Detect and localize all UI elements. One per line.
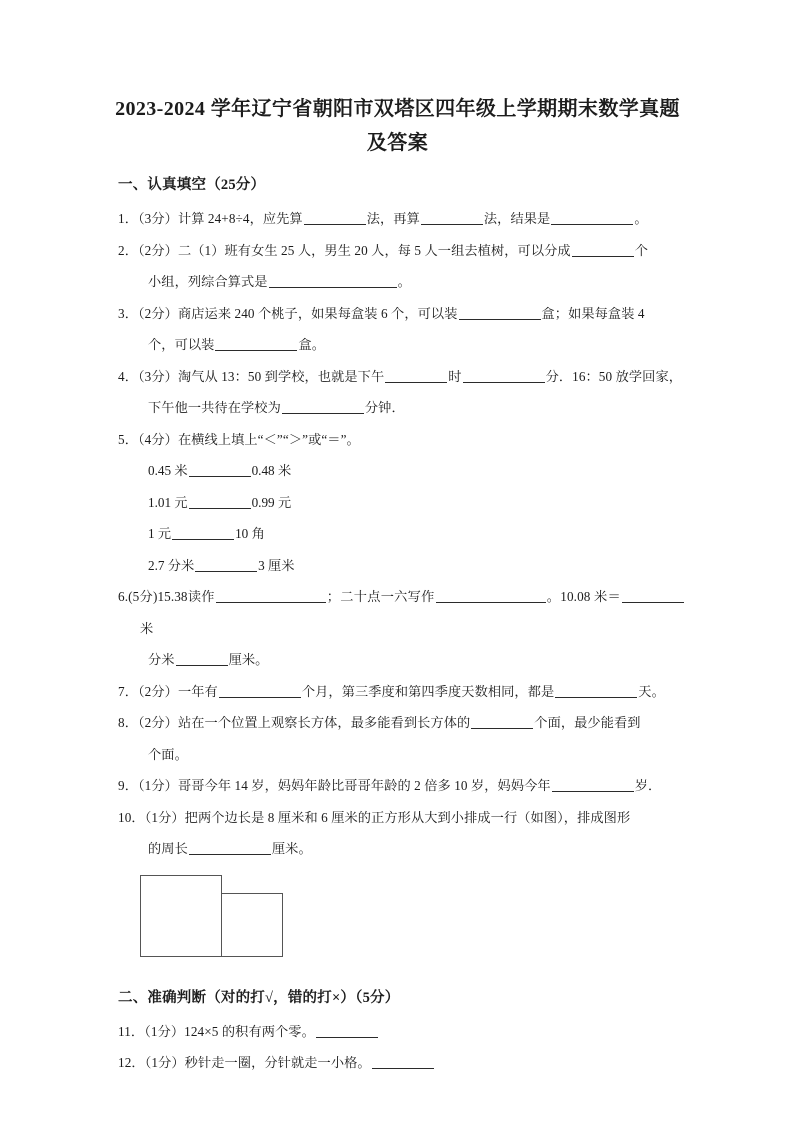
question-9-score: （1分） xyxy=(137,778,178,793)
square-large xyxy=(140,875,222,957)
question-5-text-a: 在横线上填上“＜”“＞”或“＝”。 xyxy=(177,431,360,447)
question-9-text-b: 岁． xyxy=(634,778,662,793)
question-3-score: （2分） xyxy=(137,305,178,321)
answer-blank[interactable] xyxy=(421,211,483,225)
compare-right: 3 厘米 xyxy=(258,557,295,573)
question-2-line-2 xyxy=(148,266,685,298)
question-5-compare-list xyxy=(148,455,685,581)
question-8 xyxy=(118,707,685,739)
question-8-score: （2分） xyxy=(137,715,178,730)
answer-blank[interactable] xyxy=(572,243,634,257)
compare-left: 0.45 米 xyxy=(148,463,188,478)
question-4-number: 4． xyxy=(118,368,138,384)
question-4-text-b: 时 xyxy=(448,368,462,384)
question-6 xyxy=(118,581,685,644)
compare-left: 2.7 分米 xyxy=(148,557,195,573)
answer-blank[interactable] xyxy=(304,211,366,225)
question-4-line-2 xyxy=(148,392,685,424)
question-10-text-c: 厘米。 xyxy=(271,841,312,856)
question-5 xyxy=(118,424,685,456)
answer-blank[interactable] xyxy=(189,841,271,855)
answer-blank[interactable] xyxy=(189,495,251,509)
compare-row xyxy=(148,518,685,550)
question-3-text-c: 个，可以装 xyxy=(148,337,215,352)
compare-row xyxy=(148,455,685,487)
question-11 xyxy=(118,1016,685,1048)
answer-blank[interactable] xyxy=(282,400,364,414)
answer-blank[interactable] xyxy=(372,1055,434,1069)
compare-row xyxy=(148,487,685,519)
question-9 xyxy=(118,770,685,802)
question-4 xyxy=(118,361,685,393)
question-3-text-d: 盒。 xyxy=(298,337,326,352)
question-7-score: （2分） xyxy=(137,683,178,699)
question-1-score: （3分） xyxy=(137,211,178,226)
question-7-text-a: 一年有 xyxy=(177,683,218,699)
answer-blank[interactable] xyxy=(552,778,634,792)
question-1 xyxy=(118,203,685,235)
answer-blank[interactable] xyxy=(471,715,533,729)
question-9-text-a: 哥哥今年 14 岁，妈妈年龄比哥哥年龄的 2 倍多 10 岁，妈妈今年 xyxy=(177,778,551,793)
document-content xyxy=(110,92,685,1079)
question-2-number: 2． xyxy=(118,242,138,258)
question-8-text-c: 个面。 xyxy=(148,746,188,762)
answer-blank[interactable] xyxy=(269,274,397,288)
answer-blank[interactable] xyxy=(215,337,297,351)
question-4-text-d: 下午他一共待在学校为 xyxy=(148,400,281,415)
question-3-text-a: 商店运来 240 个桃子，如果每盒装 6 个，可以装 xyxy=(177,305,458,321)
question-8-text-a: 站在一个位置上观察长方体，最多能看到长方体的 xyxy=(177,715,471,730)
question-4-text-a: 淘气从 13：50 到学校，也就是下午 xyxy=(177,368,385,384)
question-7-number: 7． xyxy=(118,683,138,699)
question-4-text-c: 分．16：50 放学回家， xyxy=(545,368,683,384)
two-squares-diagram xyxy=(140,875,300,965)
answer-blank[interactable] xyxy=(463,369,545,383)
answer-blank[interactable] xyxy=(622,589,684,603)
question-3-line-2 xyxy=(148,329,685,361)
question-12-score: （1分） xyxy=(144,1055,185,1070)
question-1-number: 1． xyxy=(118,211,138,226)
question-6-text-e: 分米 xyxy=(148,652,175,667)
answer-blank[interactable] xyxy=(189,463,251,477)
question-11-text-a: 124×5 的积有两个零。 xyxy=(184,1023,315,1039)
question-7-text-c: 天。 xyxy=(638,683,665,699)
question-2 xyxy=(118,235,685,267)
question-3-number: 3． xyxy=(118,305,138,321)
compare-row xyxy=(148,550,685,582)
question-6-text-c: 。10.08 米＝ xyxy=(546,589,621,604)
answer-blank[interactable] xyxy=(316,1024,378,1038)
question-2-text-c: 小组，列综合算式是 xyxy=(148,274,268,289)
question-6-text-d: 米 xyxy=(140,620,154,636)
question-10-figure xyxy=(132,869,685,973)
question-4-text-e: 分钟． xyxy=(364,400,405,415)
compare-right: 10 角 xyxy=(235,526,265,541)
question-8-text-b: 个面，最少能看到 xyxy=(534,715,641,730)
answer-blank[interactable] xyxy=(176,652,228,666)
question-1-text-d: 。 xyxy=(634,211,648,226)
question-2-text-b: 个 xyxy=(634,242,648,258)
answer-blank[interactable] xyxy=(216,589,326,603)
answer-blank[interactable] xyxy=(195,558,257,572)
question-2-text-a: 二（1）班有女生 25 人，男生 20 人，每 5 人一组去植树，可以分成 xyxy=(177,242,571,258)
answer-blank[interactable] xyxy=(551,211,633,225)
question-5-score: （4分） xyxy=(137,431,178,447)
answer-blank[interactable] xyxy=(436,589,546,603)
answer-blank[interactable] xyxy=(172,526,234,540)
question-7 xyxy=(118,676,685,708)
compare-left: 1 元 xyxy=(148,526,172,541)
question-11-number: 11． xyxy=(118,1023,145,1039)
question-2-score: （2分） xyxy=(137,242,178,258)
question-9-number: 9． xyxy=(118,778,138,793)
compare-left: 1.01 元 xyxy=(148,494,188,510)
question-1-text-c: 法，结果是 xyxy=(483,211,551,226)
section-heading-1: 一、认真填空（25分） xyxy=(118,177,266,193)
question-10-text-a: 把两个边长是 8 厘米和 6 厘米的正方形从大到小排成一行（如图），排成图形 xyxy=(184,809,631,825)
question-6-text-a: 15.38读作 xyxy=(157,589,215,604)
question-6-text-f: 厘米。 xyxy=(228,652,269,667)
question-12 xyxy=(118,1047,685,1079)
question-10-number: 10． xyxy=(118,809,145,825)
question-3 xyxy=(118,298,685,330)
question-4-score: （3分） xyxy=(137,368,178,384)
question-10 xyxy=(118,802,685,834)
question-10-score: （1分） xyxy=(144,809,185,825)
answer-blank[interactable] xyxy=(555,684,637,698)
question-12-number: 12． xyxy=(118,1055,145,1070)
question-6-number: 6. xyxy=(118,589,129,604)
question-12-text-a: 秒针走一圈，分针就走一小格。 xyxy=(184,1055,371,1070)
question-6-text-b: ；二十点一六写作 xyxy=(326,589,435,604)
question-6-line-2 xyxy=(148,644,685,676)
answer-blank[interactable] xyxy=(219,684,301,698)
answer-blank[interactable] xyxy=(385,369,447,383)
question-8-number: 8． xyxy=(118,715,138,730)
page-title: 2023-2024 学年辽宁省朝阳市双塔区四年级上学期期末数学真题及答案 xyxy=(115,98,680,154)
square-small xyxy=(221,893,283,957)
question-10-text-b: 的周长 xyxy=(148,841,188,856)
question-2-text-d: 。 xyxy=(397,274,411,289)
question-6-score: (5分) xyxy=(128,589,158,604)
question-10-line-2 xyxy=(148,833,685,865)
section-heading-2: 二、准确判断（对的打√，错的打×）（5分） xyxy=(118,989,400,1006)
question-11-score: （1分） xyxy=(144,1023,185,1039)
answer-blank[interactable] xyxy=(459,306,541,320)
question-1-text-b: 法，再算 xyxy=(366,211,420,226)
compare-right: 0.99 元 xyxy=(251,494,292,510)
question-5-number: 5． xyxy=(118,431,138,447)
question-1-text-a: 计算 24+8÷4，应先算 xyxy=(177,211,303,226)
question-8-line-2 xyxy=(148,739,685,771)
question-3-text-b: 盒；如果每盒装 4 xyxy=(541,305,645,321)
question-7-text-b: 个月，第三季度和第四季度天数相同，都是 xyxy=(301,683,555,699)
compare-right: 0.48 米 xyxy=(251,463,292,478)
